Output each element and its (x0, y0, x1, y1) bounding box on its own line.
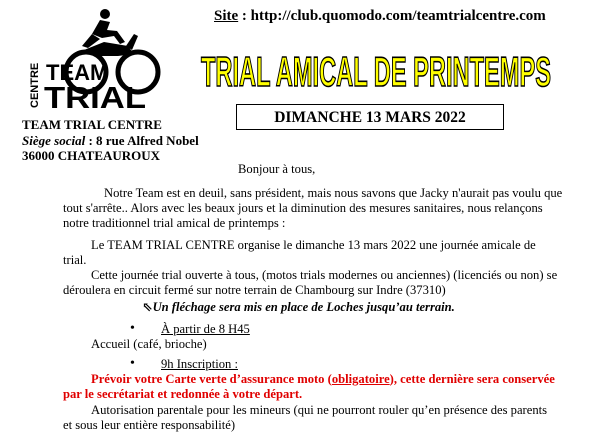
paragraph-1-line-3: notre traditionnel trial amical de printemps : (63, 216, 286, 230)
insurance-warning-line-2: par le secrétariat et redonnée à votre départ. (63, 387, 303, 401)
seat-value: : 8 rue Alfred Nobel (85, 132, 199, 148)
seat-line (22, 133, 199, 149)
insurance-warning-line-1 (91, 372, 555, 388)
parental-auth-line-1: Autorisation parentale pour les mineurs (qui ne pourront rouler qu’en présence des parents (91, 403, 548, 417)
paragraph-1-line-2: tout s'arrête.. Alors avec les beaux jours et la diminution des mesures sanitaires, nous relançons (63, 201, 543, 215)
bullet-2-title: 9h Inscription : (161, 357, 238, 371)
insurance-warning-a: Prévoir votre Carte verte d’assurance moto ( (91, 372, 332, 386)
paragraph-3-line-2: déroulera en circuit fermé sur notre terrain de Chambourg sur Indre (37310) (63, 283, 446, 297)
paragraph-1-line-1: Notre Team est en deuil, sans président, mais nous savons que Jacky n'aurait pas voulu que (104, 186, 563, 200)
signage-note-text: Un fléchage sera mis en place de Loches jusqu’au terrain. (152, 300, 455, 314)
arrow-icon: ⇖ (142, 300, 153, 314)
greeting: Bonjour à tous, (238, 162, 316, 176)
bullet-1-title: À partir de 8 H45 (161, 322, 250, 336)
event-date-box: DIMANCHE 13 MARS 2022 (236, 104, 504, 130)
city-line: 36000 CHATEAUROUX (22, 148, 161, 163)
seat-label: Siège social (22, 132, 86, 148)
logo-trial-text: TRIAL (44, 80, 146, 110)
bullet-dot-icon: • (130, 356, 135, 371)
insurance-warning-b: ), cette dernière sera conservée (389, 372, 555, 386)
org-name: TEAM TRIAL CENTRE (22, 117, 162, 132)
bullet-1-text: Accueil (café, brioche) (91, 337, 207, 351)
trial-rider-icon (22, 6, 172, 110)
address-block (22, 117, 199, 164)
signage-note (142, 300, 455, 316)
insurance-warning-mandatory: obligatoire (331, 372, 390, 386)
paragraph-2-line-2: trial. (63, 253, 87, 267)
parental-auth-line-2: et sous leur entière responsabilité) (63, 418, 236, 432)
site-label: Site (214, 8, 239, 24)
banner-title (196, 40, 556, 100)
banner-title-text: TRIAL AMICAL DE PRINTEMPS (201, 48, 551, 95)
logo-centre-text: CENTRE (29, 62, 41, 108)
site-url[interactable]: : http://club.quomodo.com/teamtrialcentre.com (238, 8, 546, 24)
site-url-line (214, 8, 546, 25)
logo-team-text: TEAM (46, 60, 109, 85)
bullet-dot-icon: • (130, 321, 135, 336)
team-trial-centre-logo (22, 6, 172, 110)
paragraph-3-line-1: Cette journée trial ouverte à tous, (motos trials modernes ou anciennes) (licenciés ou non) se (91, 268, 558, 282)
paragraph-2-line-1: Le TEAM TRIAL CENTRE organise le dimanche 13 mars 2022 une journée amicale de (91, 238, 536, 252)
